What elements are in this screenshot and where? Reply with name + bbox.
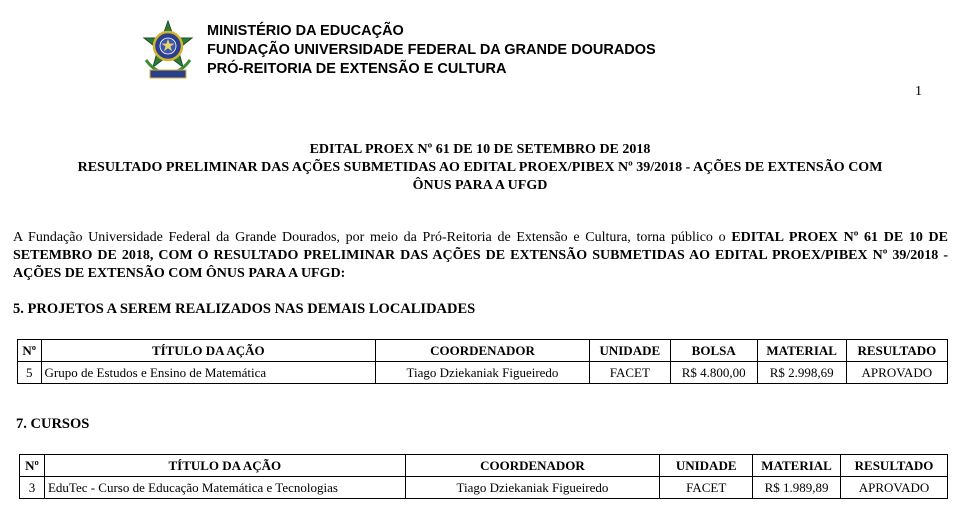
cell-coordinator: Tiago Dziekaniak Figueiredo [376, 362, 590, 384]
cell-result: APROVADO [841, 477, 948, 499]
cell-unit: FACET [589, 362, 670, 384]
university-name: FUNDAÇÃO UNIVERSIDADE FEDERAL DA GRANDE DOURADOS [207, 42, 656, 58]
edital-subtitle-line1: RESULTADO PRELIMINAR DAS AÇÕES SUBMETIDAS AO EDITAL PROEX/PIBEX Nº 39/2018 - AÇÕES DE EXTENSÃO COM [77, 160, 883, 175]
col-material: MATERIAL [753, 455, 841, 477]
table-header-row [20, 455, 948, 477]
section-5-table [17, 339, 948, 384]
col-unit: UNIDADE [589, 340, 670, 362]
col-action-title: TÍTULO DA AÇÃO [44, 455, 405, 477]
cell-grant: R$ 4.800,00 [670, 362, 757, 384]
page-number: 1 [915, 84, 922, 99]
table-header-row [18, 340, 948, 362]
col-result: RESULTADO [846, 340, 947, 362]
section-7-table [19, 454, 948, 499]
intro-bold-text: EDITAL PROEX Nº 61 DE 10 DE SETEMBRO DE 2018, COM O RESULTADO PRELIMINAR DAS AÇÕES DE EXTENSÃO SUBMETIDAS AO EDITAL PROEX/PIBEX Nº 39/2018 - AÇÕES DE EXTENSÃO COM ÔNUS PARA A UFGD: [13, 230, 948, 281]
table-row [20, 477, 948, 499]
col-number: Nº [20, 455, 45, 477]
cell-number: 5 [18, 362, 42, 384]
ministry-name: MINISTÉRIO DA EDUCAÇÃO [207, 23, 404, 39]
cell-coordinator: Tiago Dziekaniak Figueiredo [405, 477, 660, 499]
section-7-heading: 7. CURSOS [16, 416, 90, 432]
section-5-heading: 5. PROJETOS A SEREM REALIZADOS NAS DEMAIS LOCALIDADES [13, 301, 476, 317]
cell-number: 3 [20, 477, 45, 499]
coat-of-arms-icon [140, 20, 196, 82]
cell-unit: FACET [660, 477, 753, 499]
cell-material: R$ 1.989,89 [753, 477, 841, 499]
table-row [18, 362, 948, 384]
cell-material: R$ 2.998,69 [757, 362, 846, 384]
edital-subtitle-line2: ÔNUS PARA A UFGD [412, 178, 548, 193]
cell-action-title: Grupo de Estudos e Ensino de Matemática [41, 362, 376, 384]
cell-result: APROVADO [846, 362, 947, 384]
col-number: Nº [18, 340, 42, 362]
col-coordinator: COORDENADOR [405, 455, 660, 477]
col-coordinator: COORDENADOR [376, 340, 590, 362]
col-material: MATERIAL [757, 340, 846, 362]
col-action-title: TÍTULO DA AÇÃO [41, 340, 376, 362]
department-name: PRÓ-REITORIA DE EXTENSÃO E CULTURA [207, 61, 507, 77]
intro-plain-text: A Fundação Universidade Federal da Grande Dourados, por meio da Pró-Reitoria de Extensão e Cultura, torna público o [13, 230, 732, 245]
institution-header [207, 22, 656, 79]
cell-action-title: EduTec - Curso de Educação Matemática e Tecnologias [44, 477, 405, 499]
intro-paragraph [13, 229, 948, 283]
col-unit: UNIDADE [660, 455, 753, 477]
col-result: RESULTADO [841, 455, 948, 477]
edital-title: EDITAL PROEX Nº 61 DE 10 DE SETEMBRO DE 2018 [309, 142, 651, 157]
col-grant: BOLSA [670, 340, 757, 362]
